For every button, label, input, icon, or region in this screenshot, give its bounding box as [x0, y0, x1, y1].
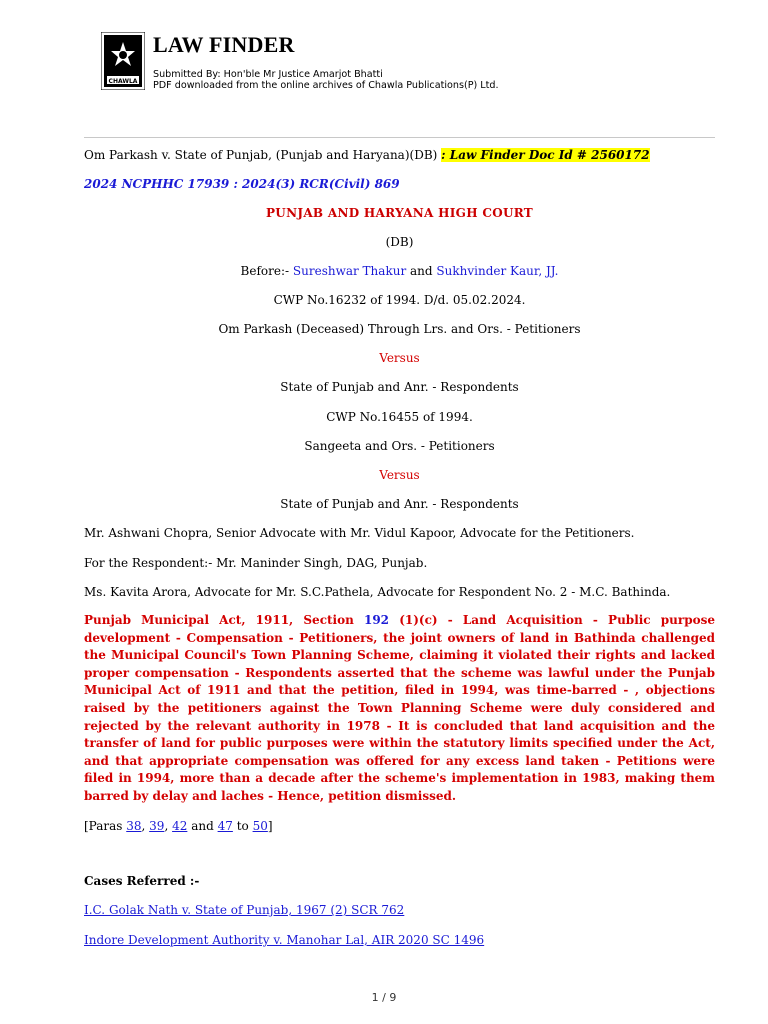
bench: (DB) — [385, 235, 414, 249]
document-header — [101, 31, 721, 93]
para-link-39[interactable]: 39 — [149, 819, 165, 833]
versus-1: Versus — [379, 351, 420, 365]
case-ref-2[interactable] — [84, 932, 484, 948]
brand-title: LAW FINDER — [153, 32, 295, 57]
cwp-2: CWP No.16455 of 1994. — [326, 410, 473, 424]
case-ref-1[interactable] — [84, 902, 404, 918]
para-link-42[interactable]: 42 — [172, 819, 188, 833]
and-text: and — [410, 264, 433, 278]
header-divider — [84, 137, 715, 138]
petitioners-2: Sangeeta and Ors. - Petitioners — [304, 439, 495, 453]
section-link[interactable]: 192 — [363, 613, 390, 627]
paras-suffix: ] — [267, 819, 273, 833]
judge-link-2[interactable]: Sukhvinder Kaur, JJ. — [436, 264, 559, 278]
page-number: 1 / 9 — [371, 991, 397, 1004]
cwp-1: CWP No.16232 of 1994. D/d. 05.02.2024. — [273, 293, 526, 307]
case-title: Om Parkash v. State of Punjab, (Punjab and Haryana)(DB) — [84, 148, 438, 162]
paras-and: and — [191, 819, 214, 833]
paras-prefix: [Paras — [84, 819, 127, 833]
before-label: Before:- — [240, 264, 290, 278]
paras-line: [Paras 38, 39, 42 and 47 to 50] — [84, 819, 273, 833]
logo-text: CHAWLA — [108, 78, 138, 85]
para-link-50[interactable]: 50 — [252, 819, 268, 833]
downloaded-from: PDF downloaded from the online archives of Chawla Publications(P) Ltd. — [153, 80, 499, 91]
chawla-logo — [101, 32, 145, 90]
submitted-by: Submitted By: Hon'ble Mr Justice Amarjot Bhatti — [153, 69, 383, 80]
headnote-summary — [84, 612, 715, 806]
counsel-respondent-2: Ms. Kavita Arora, Advocate for Mr. S.C.Pathela, Advocate for Respondent No. 2 - M.C. Bathinda. — [84, 585, 671, 599]
citation: 2024 NCPHHC 17939 : 2024(3) RCR(Civil) 869 — [84, 177, 400, 191]
respondents-1: State of Punjab and Anr. - Respondents — [280, 380, 519, 394]
summary-part-1: Punjab Municipal Act, 1911, Section — [84, 613, 364, 627]
doc-id: : Law Finder Doc Id # 2560172 — [441, 148, 650, 162]
petitioners-1: Om Parkash (Deceased) Through Lrs. and Ors. - Petitioners — [218, 322, 581, 336]
respondents-2: State of Punjab and Anr. - Respondents — [280, 497, 519, 511]
judge-link-1[interactable]: Sureshwar Thakur — [292, 264, 407, 278]
para-link-38[interactable]: 38 — [126, 819, 142, 833]
case-title-line — [84, 147, 650, 163]
counsel-petitioners: Mr. Ashwani Chopra, Senior Advocate with Mr. Vidul Kapoor, Advocate for the Petitioners. — [84, 526, 635, 540]
case-ref-link[interactable]: Indore Development Authority v. Manohar Lal, AIR 2020 SC 1496 — [84, 933, 485, 947]
versus-2: Versus — [379, 468, 420, 482]
case-ref-link[interactable]: I.C. Golak Nath v. State of Punjab, 1967 (2) SCR 762 — [84, 903, 405, 917]
before-line — [84, 263, 715, 279]
summary-part-2: (1)(c) - Land Acquisition - Public purpose development - Compensation - Petitioners, the joint owners of land in Bathinda challenged the Municipal Council's Town Planning Scheme, claiming it violated their rights and lacked proper compensation - Respondents asserted that the scheme was lawful under the Punjab Municipal Act of 1911 and that the petition, filed in 1994, was time-barred - , objections raised by the petitioners against the Town Planning Scheme were duly considered and rejected by the relevant authority in 1978 - It is concluded that land acquisition and the transfer of land for public purposes were within the statutory limits specified under the Act, and that appropriate compensation was offered for any excess land taken - Petitions were filed in 1994, more than a decade after the scheme's implementation in 1983, making them barred by delay and laches - Hence, petition dismissed. — [84, 613, 715, 803]
counsel-respondent: For the Respondent:- Mr. Maninder Singh, DAG, Punjab. — [84, 556, 428, 570]
cases-referred-heading: Cases Referred :- — [84, 874, 200, 888]
court-name: PUNJAB AND HARYANA HIGH COURT — [265, 206, 534, 220]
paras-to: to — [236, 819, 249, 833]
para-link-47[interactable]: 47 — [217, 819, 233, 833]
